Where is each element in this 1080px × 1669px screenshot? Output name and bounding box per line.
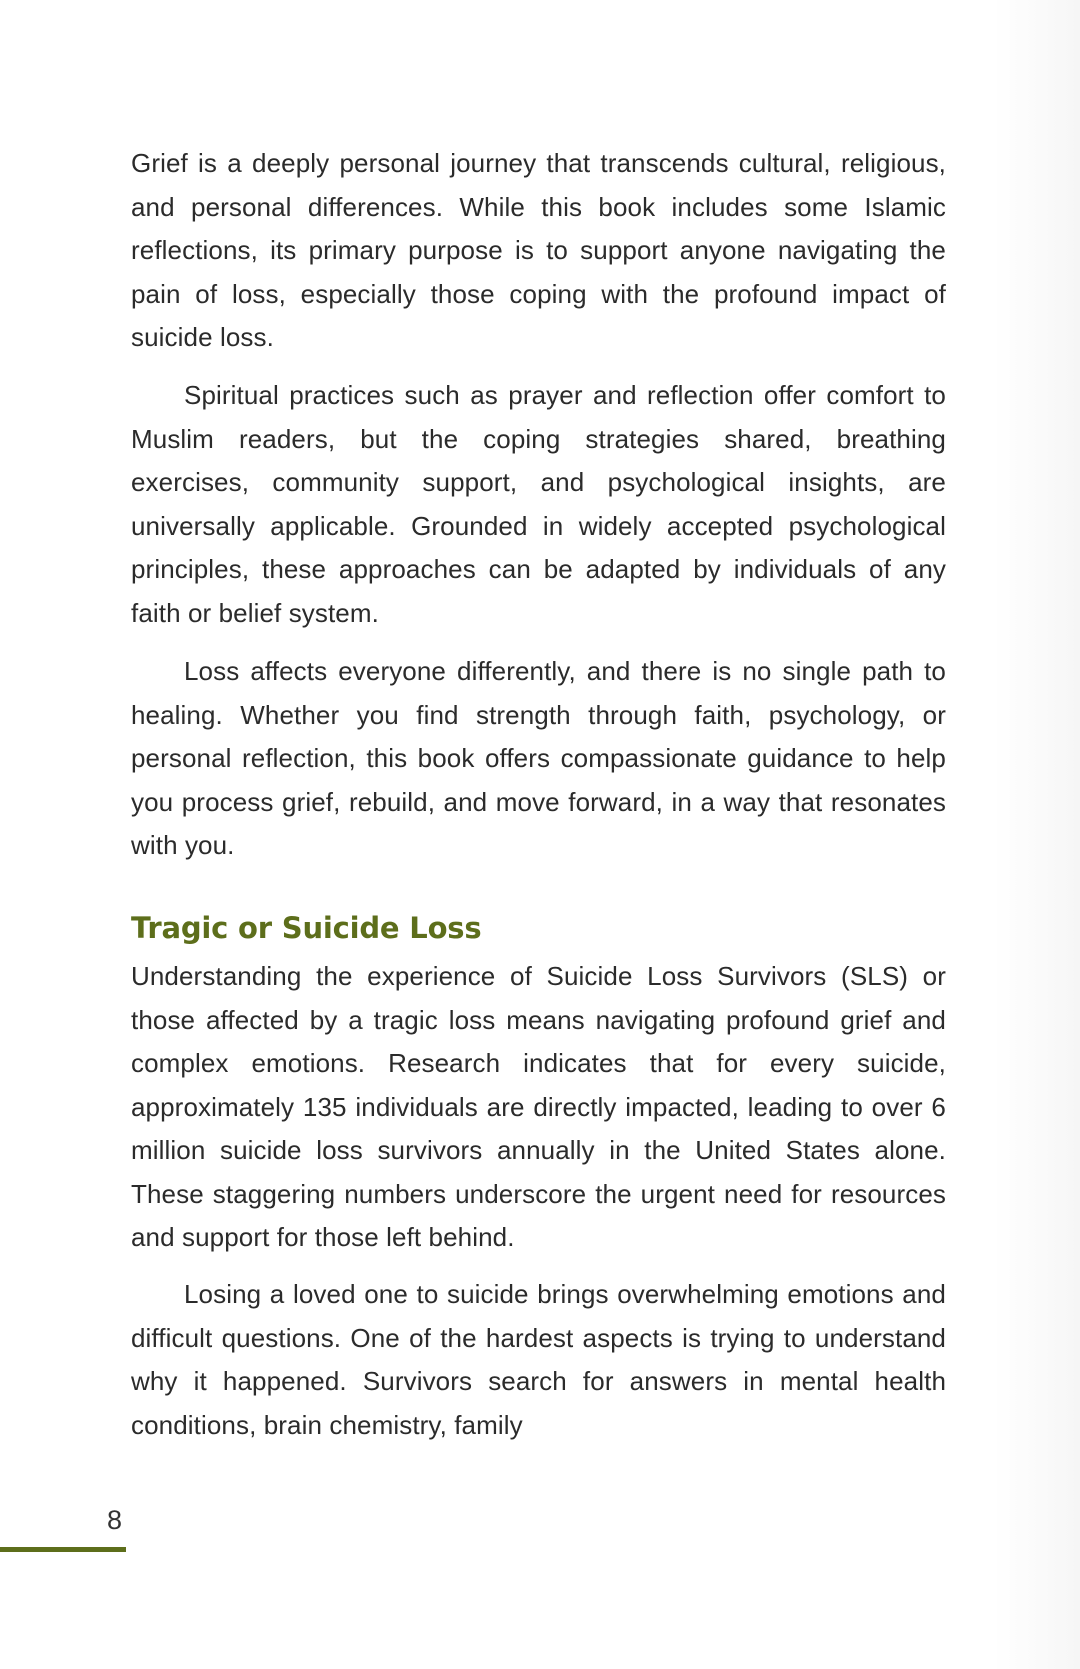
body-paragraph-losing-loved-one [131,1273,946,1447]
body-paragraph-intro [131,142,946,360]
paragraph-text: Losing a loved one to suicide brings overwhelming emotions and difficult questions. One of the hardest aspects is trying to understand why it happened. Survivors search for answers in mental health conditions, brain chemistry, family [131,1279,946,1440]
page-number: 8 [107,1505,123,1535]
body-paragraph-spiritual-practices [131,374,946,635]
footer-accent-rule [0,1547,126,1552]
body-paragraph-understanding-sls [131,955,946,1260]
paragraph-text: Grief is a deeply personal journey that transcends cultural, religious, and personal differences. While this book includes some Islamic reflections, its primary purpose is to support anyone navigating the pain of loss, especially those coping with the profound impact of suicide loss. [131,148,946,352]
paragraph-text: Spiritual practices such as prayer and reflection offer comfort to Muslim readers, but the coping strategies shared, breathing exercises, community support, and psychological insights, are universally applicable. Grounded in widely accepted psychological principles, these approaches can be adapted by individuals of any faith or belief system. [131,380,946,628]
paragraph-text: Loss affects everyone differently, and there is no single path to healing. Whether you find strength through faith, psychology, or personal reflection, this book offers compassionate guidance to help you process grief, rebuild, and move forward, in a way that resonates with you. [131,656,946,860]
paragraph-text: Understanding the experience of Suicide Loss Survivors (SLS) or those affected by a tragic loss means navigating profound grief and complex emotions. Research indicates that for every suicide, approximately 135 individuals are directly impacted, leading to over 6 million suicide loss survivors annually in the United States alone. These staggering numbers underscore the urgent need for resources and support for those left behind. [131,961,946,1252]
section-heading: Tragic or Suicide Loss [131,911,482,945]
body-paragraph-loss-affects [131,650,946,868]
